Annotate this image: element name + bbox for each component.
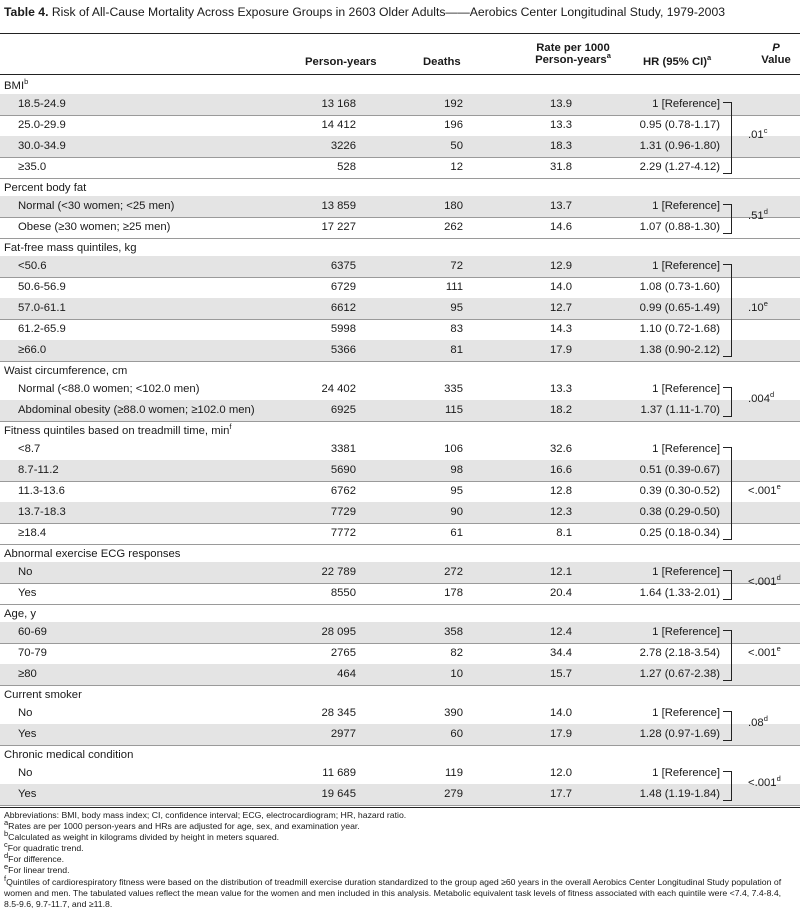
cell-person-years: 5998 — [330, 323, 356, 335]
col-header-hr — [643, 53, 712, 68]
bottom-rule — [0, 807, 800, 808]
footnote-b — [4, 829, 796, 843]
footnote-marker: a — [707, 53, 712, 63]
footnote-d — [4, 851, 796, 865]
table-row — [0, 196, 800, 217]
cell-deaths: 83 — [450, 323, 463, 335]
cell-person-years: 3381 — [330, 443, 356, 455]
group-bracket — [723, 570, 732, 600]
p-value — [748, 714, 800, 729]
col-header-p-line2: Value — [761, 54, 791, 66]
cell-rate: 13.7 — [550, 200, 572, 212]
p-value-text: <.001 — [748, 777, 777, 789]
table-row — [0, 400, 800, 421]
table-row — [0, 340, 800, 361]
cell-person-years: 3226 — [330, 140, 356, 152]
cell-deaths: 358 — [444, 626, 463, 638]
p-value-text: <.001 — [748, 576, 777, 588]
cell-rate: 17.9 — [550, 344, 572, 356]
cell-rate: 13.3 — [550, 383, 572, 395]
cell-rate: 12.7 — [550, 302, 572, 314]
group-bracket — [723, 447, 732, 540]
cell-rate: 20.4 — [550, 587, 572, 599]
section-title-text: Chronic medical condition — [4, 749, 134, 761]
row-divider — [0, 805, 800, 806]
row-label: 18.5-24.9 — [18, 98, 66, 110]
footnote-marker: e — [763, 298, 768, 308]
section-title — [4, 608, 36, 621]
col-header-deaths: Deaths — [423, 56, 461, 68]
table-caption — [4, 4, 725, 20]
footnote-marker: f — [4, 873, 7, 883]
footnote-b-text: Calculated as weight in kilograms divided by height in meters squared. — [8, 832, 280, 843]
cell-person-years: 2765 — [330, 647, 356, 659]
cell-hazard-ratio: 1.31 (0.96-1.80) — [639, 140, 720, 152]
footnote-marker: e — [776, 481, 781, 491]
cell-deaths: 95 — [450, 302, 463, 314]
cell-rate: 8.1 — [556, 527, 572, 539]
cell-hazard-ratio: 1.48 (1.19-1.84) — [639, 788, 720, 800]
p-value-text: .01 — [748, 129, 764, 141]
cell-hazard-ratio: 1 [Reference] — [652, 98, 720, 110]
table-row — [0, 523, 800, 544]
cell-rate: 14.0 — [550, 281, 572, 293]
cell-person-years: 19 645 — [321, 788, 356, 800]
section-title — [4, 749, 133, 762]
cell-person-years: 28 345 — [321, 707, 356, 719]
table-row — [0, 481, 800, 502]
table-row — [0, 643, 800, 664]
cell-person-years: 14 412 — [321, 119, 356, 131]
footnote-marker: d — [776, 774, 781, 784]
section-title-text: BMI — [4, 80, 25, 92]
row-label: 60-69 — [18, 626, 47, 638]
cell-rate: 12.0 — [550, 767, 572, 779]
cell-hazard-ratio: 2.78 (2.18-3.54) — [639, 647, 720, 659]
cell-hazard-ratio: 0.38 (0.29-0.50) — [639, 506, 720, 518]
cell-hazard-ratio: 1 [Reference] — [652, 767, 720, 779]
group-bracket — [723, 264, 732, 357]
footnote-marker: c — [4, 840, 8, 850]
table-row — [0, 763, 800, 784]
cell-hazard-ratio: 1 [Reference] — [652, 707, 720, 719]
p-value-text: .51 — [748, 210, 764, 222]
cell-rate: 14.0 — [550, 707, 572, 719]
footnote-a-text: Rates are per 1000 person-years and HRs are adjusted for age, sex, and examination year. — [8, 821, 360, 832]
cell-person-years: 28 095 — [321, 626, 356, 638]
cell-person-years: 17 227 — [321, 221, 356, 233]
cell-hazard-ratio: 0.51 (0.39-0.67) — [639, 464, 720, 476]
p-value — [748, 126, 800, 141]
section-title-text: Percent body fat — [4, 182, 87, 194]
row-label: ≥80 — [18, 668, 37, 680]
cell-deaths: 61 — [450, 527, 463, 539]
footnote-c — [4, 840, 796, 854]
cell-deaths: 115 — [444, 404, 463, 416]
cell-deaths: 335 — [444, 383, 463, 395]
cell-deaths: 60 — [450, 728, 463, 740]
cell-person-years: 22 789 — [321, 566, 356, 578]
cell-rate: 18.2 — [550, 404, 572, 416]
cell-person-years: 5690 — [330, 464, 356, 476]
table-row — [0, 664, 800, 685]
p-value — [748, 390, 800, 405]
row-label: <50.6 — [18, 260, 47, 272]
cell-deaths: 82 — [450, 647, 463, 659]
cell-hazard-ratio: 1.07 (0.88-1.30) — [639, 221, 720, 233]
cell-deaths: 98 — [450, 464, 463, 476]
cell-rate: 17.7 — [550, 788, 572, 800]
cell-hazard-ratio: 0.39 (0.30-0.52) — [639, 485, 720, 497]
row-label: 11.3-13.6 — [18, 485, 65, 497]
p-value — [748, 573, 800, 588]
footnote-e-text: For linear trend. — [8, 865, 70, 876]
cell-rate: 16.6 — [550, 464, 572, 476]
footnote-abbreviations: Abbreviations: BMI, body mass index; CI, confidence interval; ECG, electrocardiogram; HR, hazard ratio. — [4, 810, 407, 820]
col-header-p — [752, 42, 800, 66]
footnote-marker: d — [763, 207, 768, 217]
cell-deaths: 390 — [444, 707, 463, 719]
cell-rate: 18.3 — [550, 140, 572, 152]
p-value — [748, 643, 800, 659]
cell-person-years: 11 689 — [322, 767, 356, 779]
top-rule — [0, 33, 800, 34]
row-label: 30.0-34.9 — [18, 140, 66, 152]
footnote-a — [4, 818, 796, 832]
p-value-text: <.001 — [748, 646, 777, 659]
cell-rate: 15.7 — [550, 668, 572, 680]
cell-deaths: 180 — [444, 200, 463, 212]
table-row — [0, 439, 800, 460]
cell-rate: 12.4 — [550, 626, 572, 638]
p-value — [748, 207, 800, 222]
row-label: 13.7-18.3 — [18, 506, 66, 518]
section-title — [4, 689, 82, 702]
footnote-f-text: Quintiles of cardiorespiratory fitness were based on the distribution of treadmill exercise duration standardized to the group aged ≥60 years in the overall Aerobics Center Longitudinal Study population of women and men. The tabulated values reflect the mean value for the women and men included in this analysis. Metabolic equivalent task levels of fitness associated with each quintile were <7.4, 7.4-8.4, 8.5-9.6, 9.7-11.7, and ≥11.8. — [4, 876, 782, 909]
cell-person-years: 2977 — [330, 728, 356, 740]
header-rule — [0, 74, 800, 75]
cell-person-years: 8550 — [330, 587, 356, 599]
cell-hazard-ratio: 0.25 (0.18-0.34) — [639, 527, 720, 539]
cell-deaths: 81 — [450, 344, 463, 356]
group-bracket — [723, 630, 732, 681]
cell-rate: 12.9 — [550, 260, 572, 272]
cell-person-years: 6375 — [330, 260, 356, 272]
table-number: Table 4. — [4, 5, 49, 19]
row-label: Normal (<88.0 women; <102.0 men) — [18, 383, 200, 395]
row-label: 25.0-29.9 — [18, 119, 66, 131]
row-label: 61.2-65.9 — [18, 323, 66, 335]
section-title — [4, 548, 180, 561]
row-label: 50.6-56.9 — [18, 281, 66, 293]
group-bracket — [723, 771, 732, 801]
cell-person-years: 7729 — [330, 506, 356, 518]
group-bracket — [723, 204, 732, 234]
cell-deaths: 72 — [450, 260, 463, 272]
cell-rate: 13.9 — [550, 98, 572, 110]
table-row — [0, 622, 800, 643]
cell-person-years: 464 — [337, 668, 356, 680]
table-title: Risk of All-Cause Mortality Across Exposure Groups in 2603 Older Adults——Aerobics Center Longitudinal Study, 1979-2003 — [51, 5, 726, 19]
col-header-person-years: Person-years — [305, 56, 377, 68]
cell-person-years: 528 — [337, 161, 356, 173]
table-row — [0, 136, 800, 157]
table-row — [0, 703, 800, 724]
footnote-marker: f — [229, 422, 232, 432]
section-title-text: Fitness quintiles based on treadmill time, min — [4, 425, 230, 437]
table-row — [0, 379, 800, 400]
cell-hazard-ratio: 1 [Reference] — [652, 443, 720, 455]
section-title — [4, 77, 29, 93]
row-label: Yes — [18, 728, 37, 740]
row-label: Abdominal obesity (≥88.0 women; ≥102.0 men) — [18, 404, 255, 416]
cell-person-years: 13 859 — [321, 200, 356, 212]
cell-deaths: 119 — [444, 767, 463, 779]
row-label: No — [18, 707, 33, 719]
cell-deaths: 50 — [450, 140, 463, 152]
section-title — [4, 422, 232, 438]
cell-person-years: 6729 — [330, 281, 356, 293]
p-value-text: .10 — [748, 301, 764, 314]
cell-person-years: 13 168 — [321, 98, 356, 110]
cell-hazard-ratio: 1.28 (0.97-1.69) — [639, 728, 720, 740]
p-value-text: .004 — [748, 393, 770, 405]
cell-rate: 12.1 — [550, 566, 572, 578]
group-bracket — [723, 387, 732, 417]
footnote-marker: b — [24, 77, 29, 87]
cell-hazard-ratio: 0.99 (0.65-1.49) — [639, 302, 720, 314]
group-bracket — [723, 102, 732, 174]
footnote-marker: a — [606, 51, 611, 61]
table-footnotes — [4, 810, 796, 910]
table-row — [0, 784, 800, 805]
cell-hazard-ratio: 1 [Reference] — [652, 566, 720, 578]
cell-rate: 13.3 — [550, 119, 572, 131]
cell-rate: 34.4 — [550, 647, 572, 659]
cell-hazard-ratio: 1.10 (0.72-1.68) — [639, 323, 720, 335]
table-row — [0, 217, 800, 238]
row-label: 8.7-11.2 — [18, 464, 59, 476]
cell-deaths: 192 — [444, 98, 463, 110]
table-row — [0, 502, 800, 523]
table-row — [0, 319, 800, 340]
footnote-marker: c — [763, 126, 768, 136]
row-label: ≥66.0 — [18, 344, 47, 356]
cell-hazard-ratio: 1.38 (0.90-2.12) — [639, 344, 720, 356]
p-value — [748, 481, 800, 497]
section-title-text: Abnormal exercise ECG responses — [4, 548, 181, 560]
footnote-e — [4, 862, 796, 876]
section-title — [4, 242, 136, 255]
cell-rate: 17.9 — [550, 728, 572, 740]
table-row — [0, 94, 800, 115]
section-title-text: Waist circumference, cm — [4, 365, 128, 377]
table-row — [0, 115, 800, 136]
section-title-text: Age, y — [4, 608, 37, 620]
cell-hazard-ratio: 1.64 (1.33-2.01) — [639, 587, 720, 599]
footnote-marker: d — [763, 714, 768, 724]
p-value-text: <.001 — [748, 484, 777, 497]
row-label: 57.0-61.1 — [18, 302, 66, 314]
cell-deaths: 106 — [444, 443, 463, 455]
cell-hazard-ratio: 0.95 (0.78-1.17) — [639, 119, 720, 131]
row-label: <8.7 — [18, 443, 41, 455]
section-title-text: Fat-free mass quintiles, kg — [4, 242, 137, 254]
footnote-marker: a — [4, 818, 9, 828]
cell-rate: 12.8 — [550, 485, 572, 497]
cell-person-years: 6762 — [330, 485, 356, 497]
footnote-c-text: For quadratic trend. — [7, 843, 84, 854]
table-row — [0, 562, 800, 583]
section-title — [4, 182, 86, 195]
cell-rate: 14.6 — [550, 221, 572, 233]
footnote-marker: d — [776, 573, 781, 583]
cell-hazard-ratio: 1.08 (0.73-1.60) — [639, 281, 720, 293]
cell-deaths: 196 — [444, 119, 463, 131]
table-row — [0, 256, 800, 277]
footnote-marker: d — [770, 390, 775, 400]
cell-deaths: 272 — [444, 566, 463, 578]
row-label: Obese (≥30 women; ≥25 men) — [18, 221, 171, 233]
col-header-rate-text: Person-years — [535, 54, 607, 66]
cell-person-years: 24 402 — [321, 383, 356, 395]
row-label: Yes — [18, 587, 37, 599]
row-label: ≥35.0 — [18, 161, 47, 173]
cell-deaths: 90 — [450, 506, 463, 518]
p-value — [748, 298, 800, 314]
cell-person-years: 7772 — [330, 527, 356, 539]
cell-rate: 14.3 — [550, 323, 572, 335]
cell-person-years: 5366 — [330, 344, 356, 356]
row-label: No — [18, 767, 33, 779]
cell-person-years: 6925 — [330, 404, 356, 416]
table-row — [0, 460, 800, 481]
footnote-marker: e — [4, 862, 9, 872]
cell-hazard-ratio: 1 [Reference] — [652, 626, 720, 638]
footnote-marker: d — [4, 851, 9, 861]
footnote-f — [4, 873, 796, 910]
cell-deaths: 10 — [450, 668, 463, 680]
footnote-marker: e — [776, 643, 781, 653]
group-bracket — [723, 711, 732, 741]
p-value-text: .08 — [748, 717, 764, 729]
section-title-text: Current smoker — [4, 689, 82, 701]
cell-person-years: 6612 — [330, 302, 356, 314]
row-label: 70-79 — [18, 647, 47, 659]
cell-hazard-ratio: 1 [Reference] — [652, 260, 720, 272]
cell-hazard-ratio: 1.27 (0.67-2.38) — [639, 668, 720, 680]
footnote-marker: b — [4, 829, 9, 839]
col-header-rate — [527, 42, 619, 66]
cell-deaths: 12 — [450, 161, 463, 173]
row-label: ≥18.4 — [18, 527, 47, 539]
cell-hazard-ratio: 1 [Reference] — [652, 200, 720, 212]
row-label: No — [18, 566, 33, 578]
col-header-rate-line2 — [527, 51, 619, 66]
cell-hazard-ratio: 2.29 (1.27-4.12) — [639, 161, 720, 173]
table-row — [0, 277, 800, 298]
cell-deaths: 262 — [444, 221, 463, 233]
cell-hazard-ratio: 1.37 (1.11-1.70) — [640, 404, 720, 416]
cell-rate: 31.8 — [550, 161, 572, 173]
cell-deaths: 95 — [450, 485, 463, 497]
cell-rate: 12.3 — [550, 506, 572, 518]
col-header-hr-text: HR (95% CI) — [643, 56, 708, 68]
table-row — [0, 724, 800, 745]
col-header-rate-line1: Rate per 1000 — [536, 42, 610, 54]
row-label: Normal (<30 women; <25 men) — [18, 200, 175, 212]
cell-deaths: 111 — [445, 281, 463, 293]
row-label: Yes — [18, 788, 37, 800]
cell-rate: 32.6 — [550, 443, 572, 455]
cell-deaths: 178 — [444, 587, 463, 599]
cell-deaths: 279 — [444, 788, 463, 800]
table-row — [0, 298, 800, 319]
table-row — [0, 583, 800, 604]
col-header-p-line1: P — [772, 42, 780, 54]
section-title — [4, 365, 127, 378]
cell-hazard-ratio: 1 [Reference] — [652, 383, 720, 395]
p-value — [748, 774, 800, 789]
table-row — [0, 157, 800, 178]
footnote-d-text: For difference. — [8, 854, 65, 865]
